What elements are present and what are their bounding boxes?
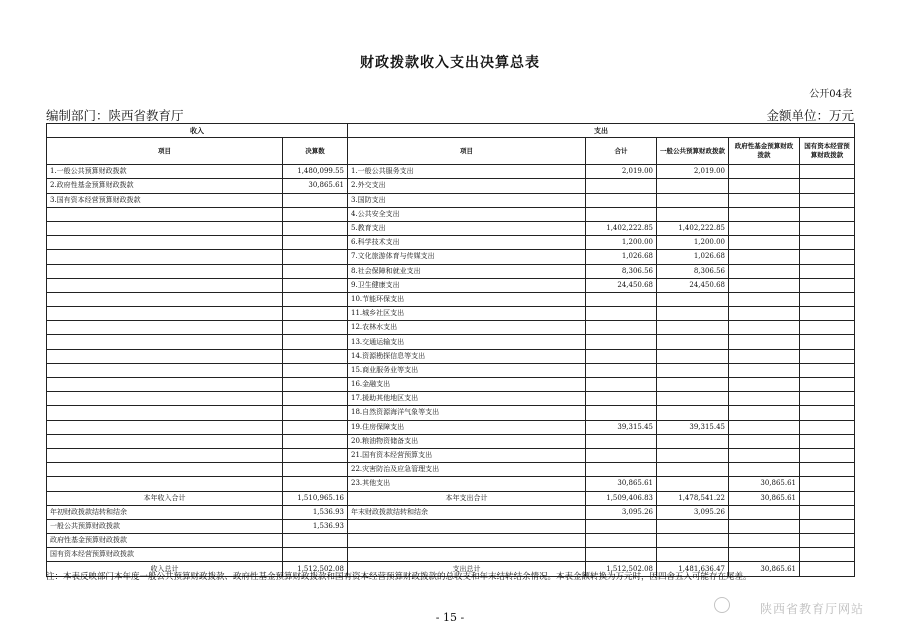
- income-value-cell: [283, 221, 348, 235]
- income-grand-label: 收入总计: [47, 562, 283, 576]
- expense-grand-general: 1,481,636.47: [657, 562, 729, 576]
- expense-item-cell: 14.资源勘探信息等支出: [348, 349, 586, 363]
- income-value-cell: [283, 378, 348, 392]
- expense-total-cell: 30,865.61: [586, 477, 657, 491]
- expense-grand-label: 支出总计: [348, 562, 586, 576]
- general-budget-header: 一般公共预算财政拨款: [657, 138, 729, 165]
- gov-fund-cell: [729, 207, 800, 221]
- income-item-cell: [47, 392, 283, 406]
- income-value-cell: [283, 250, 348, 264]
- state-capital-cell: [800, 221, 855, 235]
- expense-item-cell: 8.社会保障和就业支出: [348, 264, 586, 278]
- general-budget-cell: [657, 307, 729, 321]
- general-budget-cell: 8,306.56: [657, 264, 729, 278]
- table-row: [47, 193, 855, 207]
- expense-total-cell: [586, 406, 657, 420]
- state-capital-cell: [800, 477, 855, 491]
- table-row: [47, 250, 855, 264]
- income-value-cell: [283, 207, 348, 221]
- carry-in-label: 年初财政拨款结转和结余: [47, 505, 283, 519]
- carry-out-value: 3,095.26: [586, 505, 657, 519]
- state-capital-cell: [800, 236, 855, 250]
- carry-in-value: 1,536.93: [283, 505, 348, 519]
- empty-cell: [800, 548, 855, 562]
- state-capital-cell: [800, 307, 855, 321]
- income-total-label: 本年收入合计: [47, 491, 283, 505]
- income-item-cell: [47, 378, 283, 392]
- table-row: [47, 321, 855, 335]
- empty-cell: [729, 548, 800, 562]
- table-row: [47, 420, 855, 434]
- income-value-cell: [283, 236, 348, 250]
- gov-fund-cell: 30,865.61: [729, 477, 800, 491]
- budget-table: [46, 123, 855, 577]
- expense-grand-gov-fund: 30,865.61: [729, 562, 800, 576]
- expense-item-cell: 3.国防支出: [348, 193, 586, 207]
- expense-item-cell: 21.国有资本经营预算支出: [348, 448, 586, 462]
- gov-fund-cell: [729, 321, 800, 335]
- table-row: [47, 165, 855, 179]
- general-budget-cell: 1,026.68: [657, 250, 729, 264]
- expense-total-gov-fund: 30,865.61: [729, 491, 800, 505]
- expense-total-cell: 1,200.00: [586, 236, 657, 250]
- state-capital-cell: [800, 335, 855, 349]
- expense-total-cell: [586, 378, 657, 392]
- table-row: [47, 264, 855, 278]
- table-row: [47, 335, 855, 349]
- expense-item-cell: 10.节能环保支出: [348, 292, 586, 306]
- income-item-cell: [47, 477, 283, 491]
- expense-total-cell: 24,450.68: [586, 278, 657, 292]
- empty-cell: [348, 519, 586, 533]
- expense-item-cell: 6.科学技术支出: [348, 236, 586, 250]
- expense-total-cell: [586, 363, 657, 377]
- income-item-cell: 2.政府性基金预算财政拨款: [47, 179, 283, 193]
- income-value-cell: [283, 448, 348, 462]
- general-budget-cell: [657, 463, 729, 477]
- expense-item-cell: 20.粮油物资储备支出: [348, 434, 586, 448]
- income-value-cell: [283, 349, 348, 363]
- expense-total-label: 本年支出合计: [348, 491, 586, 505]
- gov-fund-cell: [729, 264, 800, 278]
- expense-item-cell: 19.住房保障支出: [348, 420, 586, 434]
- watermark-logo-icon: [714, 597, 730, 613]
- gov-fund-cell: [729, 335, 800, 349]
- state-capital-cell: [800, 264, 855, 278]
- carry-out-general: 3,095.26: [657, 505, 729, 519]
- gov-fund-cell: [729, 392, 800, 406]
- general-budget-cell: [657, 335, 729, 349]
- state-capital-cell: [800, 193, 855, 207]
- general-budget-cell: [657, 448, 729, 462]
- income-item-cell: [47, 264, 283, 278]
- expense-total-cell: [586, 292, 657, 306]
- form-number: 公开04表: [809, 89, 852, 100]
- income-value-cell: [283, 307, 348, 321]
- income-item-cell: [47, 420, 283, 434]
- expense-total-cell: [586, 321, 657, 335]
- expense-total-cell: [586, 463, 657, 477]
- state-capital-cell: [800, 207, 855, 221]
- expense-item-cell: 7.文化旅游体育与传媒支出: [348, 250, 586, 264]
- expense-header: 支出: [348, 124, 855, 138]
- gov-fund-cell: [729, 378, 800, 392]
- income-item-cell: 1.一般公共预算财政拨款: [47, 165, 283, 179]
- income-value-cell: 30,865.61: [283, 179, 348, 193]
- income-item-cell: [47, 406, 283, 420]
- gov-fund-header: 政府性基金预算财政拨款: [729, 138, 800, 165]
- income-value-cell: 1,480,099.55: [283, 165, 348, 179]
- header-row-columns: [47, 138, 855, 165]
- general-budget-cell: [657, 477, 729, 491]
- general-budget-cell: 39,315.45: [657, 420, 729, 434]
- empty-cell: [283, 534, 348, 548]
- gov-fund-cell: [729, 193, 800, 207]
- state-capital-cell: [800, 434, 855, 448]
- income-item-cell: [47, 207, 283, 221]
- expense-item-cell: 5.教育支出: [348, 221, 586, 235]
- state-capital-cell: [800, 420, 855, 434]
- state-capital-cell: [800, 292, 855, 306]
- gov-fund-cell: [729, 349, 800, 363]
- expense-item-cell: 9.卫生健康支出: [348, 278, 586, 292]
- expense-total-state-capital: [800, 491, 855, 505]
- table-row: [47, 207, 855, 221]
- state-capital-cell: [800, 392, 855, 406]
- gov-fund-cell: [729, 250, 800, 264]
- general-budget-cell: [657, 378, 729, 392]
- income-item-cell: [47, 349, 283, 363]
- general-budget-cell: [657, 292, 729, 306]
- gov-fund-cell: [729, 278, 800, 292]
- general-budget-cell: [657, 363, 729, 377]
- gov-fund-cell: [729, 363, 800, 377]
- expense-total-general: 1,478,541.22: [657, 491, 729, 505]
- empty-cell: [586, 548, 657, 562]
- expense-item-header: 项目: [348, 138, 586, 165]
- expense-item-cell: 22.灾害防治及应急管理支出: [348, 463, 586, 477]
- income-value-cell: [283, 392, 348, 406]
- income-item-cell: [47, 236, 283, 250]
- table-row: [47, 406, 855, 420]
- income-item-cell: [47, 363, 283, 377]
- expense-item-cell: 12.农林水支出: [348, 321, 586, 335]
- table-row: [47, 477, 855, 491]
- state-capital-cell: [800, 406, 855, 420]
- page-number: - 15 -: [435, 611, 465, 624]
- income-item-cell: 3.国有资本经营预算财政拨款: [47, 193, 283, 207]
- empty-cell: [800, 505, 855, 519]
- income-item-cell: [47, 292, 283, 306]
- income-item-cell: [47, 434, 283, 448]
- expense-item-cell: 1.一般公共服务支出: [348, 165, 586, 179]
- gov-fund-cell: [729, 406, 800, 420]
- state-capital-cell: [800, 448, 855, 462]
- general-budget-cell: 1,402,222.85: [657, 221, 729, 235]
- gov-fund-cell: [729, 236, 800, 250]
- income-total-value: 1,510,965.16: [283, 491, 348, 505]
- empty-cell: [657, 534, 729, 548]
- expense-total-cell: [586, 392, 657, 406]
- income-item-cell: [47, 321, 283, 335]
- income-value-cell: [283, 434, 348, 448]
- gov-fund-cell: [729, 463, 800, 477]
- table-row: [47, 349, 855, 363]
- general-budget-cell: [657, 207, 729, 221]
- expense-total-cell: 39,315.45: [586, 420, 657, 434]
- carry-gov-fund-label: 政府性基金预算财政拨款: [47, 534, 283, 548]
- table-row: [47, 236, 855, 250]
- empty-cell: [348, 534, 586, 548]
- general-budget-cell: [657, 179, 729, 193]
- expense-total-cell: [586, 193, 657, 207]
- expense-item-cell: 23.其他支出: [348, 477, 586, 491]
- income-item-cell: [47, 448, 283, 462]
- expense-item-cell: 11.城乡社区支出: [348, 307, 586, 321]
- table-row: [47, 179, 855, 193]
- income-grand-value: 1,512,502.08: [283, 562, 348, 576]
- income-header: 收入: [47, 124, 348, 138]
- carryover-row: [47, 505, 855, 519]
- empty-cell: [283, 548, 348, 562]
- gov-fund-cell: [729, 307, 800, 321]
- income-value-cell: [283, 193, 348, 207]
- watermark: 陕西省教育厅网站: [759, 602, 864, 616]
- empty-cell: [729, 505, 800, 519]
- income-item-cell: [47, 250, 283, 264]
- expense-item-cell: 17.援助其他地区支出: [348, 392, 586, 406]
- income-value-cell: [283, 321, 348, 335]
- expense-total-cell: [586, 448, 657, 462]
- carry-out-label: 年末财政拨款结转和结余: [348, 505, 586, 519]
- table-row: [47, 463, 855, 477]
- state-capital-header: 国有资本经营预算财政拨款: [800, 138, 855, 165]
- table-row: [47, 392, 855, 406]
- expense-total-cell: 1,402,222.85: [586, 221, 657, 235]
- state-capital-cell: [800, 349, 855, 363]
- general-budget-cell: [657, 193, 729, 207]
- department-label: 编制部门：陕西省教育厅: [46, 108, 184, 123]
- expense-item-cell: 4.公共安全支出: [348, 207, 586, 221]
- expense-total-cell: [586, 179, 657, 193]
- gov-fund-cell: [729, 221, 800, 235]
- footnote: 注：本表反映部门本年度一般公共预算财政拨款、政府性基金预算财政拨款和国有资本经营预算财政拨款的总收支和年末结转结余情况。本表金额转换为万元时，因四舍五入可能存在尾差。: [46, 572, 752, 582]
- empty-cell: [800, 562, 855, 576]
- state-capital-cell: [800, 250, 855, 264]
- general-budget-cell: 2,019.00: [657, 165, 729, 179]
- income-value-cell: [283, 420, 348, 434]
- expense-item-cell: 13.交通运输支出: [348, 335, 586, 349]
- general-budget-cell: 1,200.00: [657, 236, 729, 250]
- income-value-cell: [283, 406, 348, 420]
- expense-total-cell: [586, 434, 657, 448]
- expense-total-cell: [586, 335, 657, 349]
- gov-fund-cell: [729, 420, 800, 434]
- gov-fund-cell: [729, 165, 800, 179]
- income-value-cell: [283, 363, 348, 377]
- table-row: [47, 434, 855, 448]
- expense-total-cell: 2,019.00: [586, 165, 657, 179]
- expense-item-cell: 2.外交支出: [348, 179, 586, 193]
- state-capital-cell: [800, 165, 855, 179]
- income-item-header: 项目: [47, 138, 283, 165]
- state-capital-cell: [800, 363, 855, 377]
- state-capital-cell: [800, 321, 855, 335]
- table-row: [47, 448, 855, 462]
- empty-cell: [800, 519, 855, 533]
- empty-cell: [729, 519, 800, 533]
- general-budget-cell: [657, 349, 729, 363]
- carry-state-capital-label: 国有资本经营预算财政拨款: [47, 548, 283, 562]
- general-budget-cell: [657, 406, 729, 420]
- expense-total-cell: [586, 307, 657, 321]
- table-row: [47, 307, 855, 321]
- carry-general-value: 1,536.93: [283, 519, 348, 533]
- income-final-header: 决算数: [283, 138, 348, 165]
- expense-total-cell: 8,306.56: [586, 264, 657, 278]
- gov-fund-cell: [729, 292, 800, 306]
- expense-total-cell: 1,026.68: [586, 250, 657, 264]
- gov-fund-cell: [729, 434, 800, 448]
- empty-cell: [800, 534, 855, 548]
- expense-item-cell: 16.金融支出: [348, 378, 586, 392]
- empty-cell: [657, 519, 729, 533]
- table-row: [47, 292, 855, 306]
- empty-cell: [586, 519, 657, 533]
- income-item-cell: [47, 221, 283, 235]
- gov-fund-cell: [729, 179, 800, 193]
- carry-general-row: [47, 519, 855, 533]
- general-budget-cell: [657, 392, 729, 406]
- annual-total-row: [47, 491, 855, 505]
- unit-label: 金额单位：万元: [766, 108, 854, 123]
- general-budget-cell: [657, 434, 729, 448]
- general-budget-cell: 24,450.68: [657, 278, 729, 292]
- income-value-cell: [283, 477, 348, 491]
- state-capital-cell: [800, 378, 855, 392]
- gov-fund-cell: [729, 448, 800, 462]
- income-item-cell: [47, 307, 283, 321]
- income-value-cell: [283, 264, 348, 278]
- table-row: [47, 363, 855, 377]
- general-budget-cell: [657, 321, 729, 335]
- income-item-cell: [47, 463, 283, 477]
- expense-grand-value: 1,512,502.08: [586, 562, 657, 576]
- income-value-cell: [283, 292, 348, 306]
- state-capital-cell: [800, 463, 855, 477]
- expense-item-cell: 15.商业服务业等支出: [348, 363, 586, 377]
- empty-cell: [348, 548, 586, 562]
- empty-cell: [657, 548, 729, 562]
- header-row-group: [47, 124, 855, 138]
- income-value-cell: [283, 335, 348, 349]
- carry-general-label: 一般公共预算财政拨款: [47, 519, 283, 533]
- state-capital-cell: [800, 278, 855, 292]
- expense-total-cell: [586, 207, 657, 221]
- income-item-cell: [47, 335, 283, 349]
- state-capital-cell: [800, 179, 855, 193]
- income-value-cell: [283, 463, 348, 477]
- income-value-cell: [283, 278, 348, 292]
- empty-cell: [586, 534, 657, 548]
- expense-total-value: 1,509,406.83: [586, 491, 657, 505]
- income-item-cell: [47, 278, 283, 292]
- table-row: [47, 221, 855, 235]
- empty-cell: [729, 534, 800, 548]
- expense-item-cell: 18.自然资源海洋气象等支出: [348, 406, 586, 420]
- expense-total-header: 合计: [586, 138, 657, 165]
- carry-gov-fund-row: [47, 534, 855, 548]
- carry-state-capital-row: [47, 548, 855, 562]
- table-row: [47, 278, 855, 292]
- table-row: [47, 378, 855, 392]
- page-title: 财政拨款收入支出决算总表: [360, 55, 540, 71]
- expense-total-cell: [586, 349, 657, 363]
